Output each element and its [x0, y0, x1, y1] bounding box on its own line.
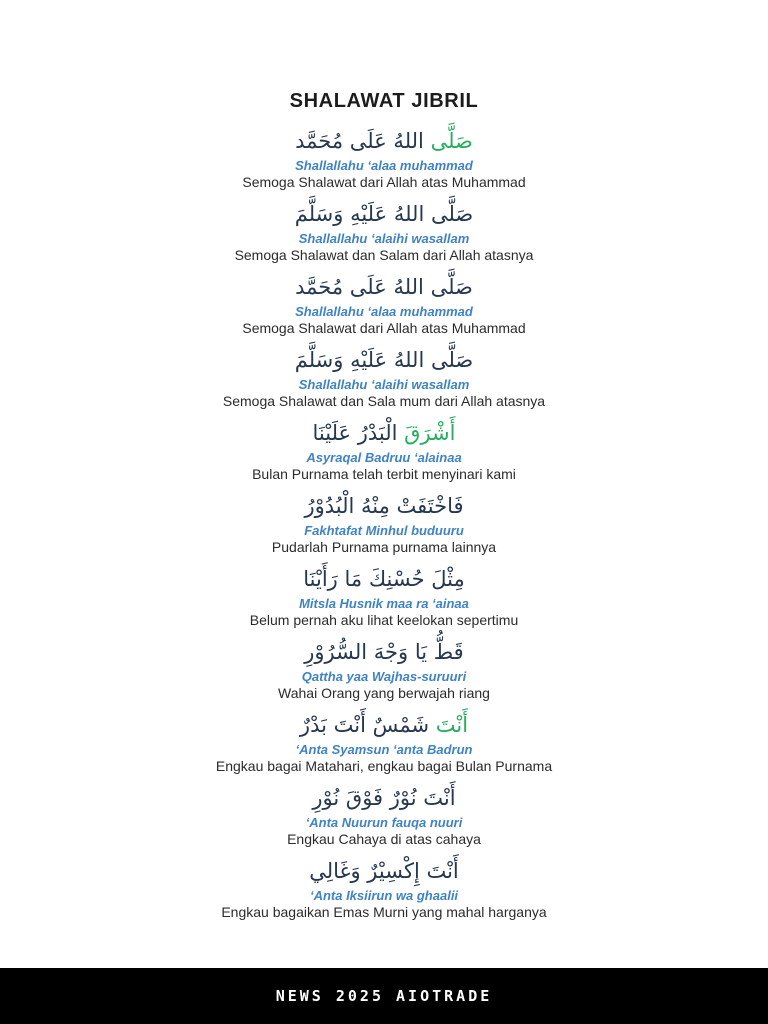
translation-line: Engkau bagai Matahari, engkau bagai Bulan Purnama: [215, 758, 553, 774]
translation-line: Semoga Shalawat dan Salam dari Allah atasnya: [234, 247, 534, 263]
translation-line: Belum pernah aku lihat keelokan sepertimu: [249, 612, 519, 628]
transliteration-line: Shallallahu ‘alaihi wasallam: [298, 377, 470, 392]
transliteration-line: Asyraqal Badruu ‘alainaa: [306, 450, 462, 465]
transliteration-line: Shallallahu ‘alaa muhammad: [295, 158, 473, 173]
stanza: [74, 270, 694, 337]
stanza: [74, 562, 694, 629]
transliteration-line: Shallallahu ‘alaa muhammad: [295, 304, 473, 319]
page-title: SHALAWAT JIBRIL: [289, 90, 479, 112]
arabic-word: الْبَدْرُ عَلَيْنَا: [312, 421, 405, 445]
arabic-line: [74, 343, 694, 377]
translation-line: Bulan Purnama telah terbit menyinari kami: [252, 466, 516, 482]
stanza: [74, 781, 694, 848]
stanza: [74, 343, 694, 410]
transliteration-line: Mitsla Husnik maa ra ‘ainaa: [299, 596, 469, 611]
stanza: [74, 124, 694, 191]
arabic-word: صَلَّى اللهُ عَلَيْهِ وَسَلَّمَ: [294, 348, 474, 372]
arabic-word: أَنْتَ نُوْرٌ فَوْقَ نُوْرِ: [312, 786, 456, 810]
arabic-word-highlighted: صَلَّى: [430, 129, 473, 153]
arabic-word: فَاخْتَفَتْ مِنْهُ الْبُدُوْرُ: [304, 494, 464, 518]
transliteration-line: Qattha yaa Wajhas-suruuri: [301, 669, 467, 684]
stanza-list: [0, 124, 768, 921]
arabic-word: صَلَّى اللهُ عَلَى مُحَمَّد: [295, 275, 473, 299]
translation-line: Engkau bagaikan Emas Murni yang mahal harganya: [221, 904, 547, 920]
arabic-line: [74, 854, 694, 888]
stanza: [74, 416, 694, 483]
stanza: [74, 635, 694, 702]
arabic-line: [74, 416, 694, 450]
arabic-line: [74, 124, 694, 158]
translation-line: Pudarlah Purnama purnama lainnya: [271, 539, 497, 555]
arabic-word: شَمْسٌ أَنْتَ بَدْرٌ: [299, 713, 436, 737]
arabic-line: [74, 197, 694, 231]
arabic-line: [74, 781, 694, 815]
transliteration-line: Fakhtafat Minhul buduuru: [304, 523, 464, 538]
stanza: [74, 854, 694, 921]
arabic-line: [74, 270, 694, 304]
translation-line: Semoga Shalawat dan Sala mum dari Allah atasnya: [222, 393, 546, 409]
arabic-word-highlighted: أَنْتَ: [435, 713, 469, 737]
translation-line: Semoga Shalawat dari Allah atas Muhammad: [242, 174, 526, 190]
arabic-word: صَلَّى اللهُ عَلَيْهِ وَسَلَّمَ: [294, 202, 474, 226]
stanza: [74, 708, 694, 775]
arabic-line: [74, 562, 694, 596]
transliteration-line: ‘Anta Iksiirun wa ghaalii: [309, 888, 459, 903]
transliteration-line: ‘Anta Nuurun fauqa nuuri: [305, 815, 463, 830]
arabic-word: مِثْلَ حُسْنِكَ مَا رَأَيْنَا: [303, 567, 465, 591]
transliteration-line: Shallallahu ‘alaihi wasallam: [298, 231, 470, 246]
arabic-line: [74, 635, 694, 669]
translation-line: Semoga Shalawat dari Allah atas Muhammad: [242, 320, 526, 336]
stanza: [74, 197, 694, 264]
footer-text: NEWS 2025 AIOTRADE: [275, 987, 493, 1005]
arabic-line: [74, 489, 694, 523]
translation-line: Engkau Cahaya di atas cahaya: [287, 831, 481, 847]
footer-bar: [0, 968, 768, 1024]
arabic-word: اللهُ عَلَى مُحَمَّد: [295, 129, 431, 153]
arabic-word-highlighted: أَشْرَقَ: [404, 421, 456, 445]
arabic-word: أَنْتَ إِكْسِيْرٌ وَغَالِي: [309, 859, 459, 883]
arabic-line: [74, 708, 694, 742]
translation-line: Wahai Orang yang berwajah riang: [278, 685, 490, 701]
stanza: [74, 489, 694, 556]
transliteration-line: ‘Anta Syamsun ‘anta Badrun: [295, 742, 473, 757]
arabic-word: قَطُّ يَا وَجْهَ السُّرُوْرِ: [304, 640, 464, 664]
